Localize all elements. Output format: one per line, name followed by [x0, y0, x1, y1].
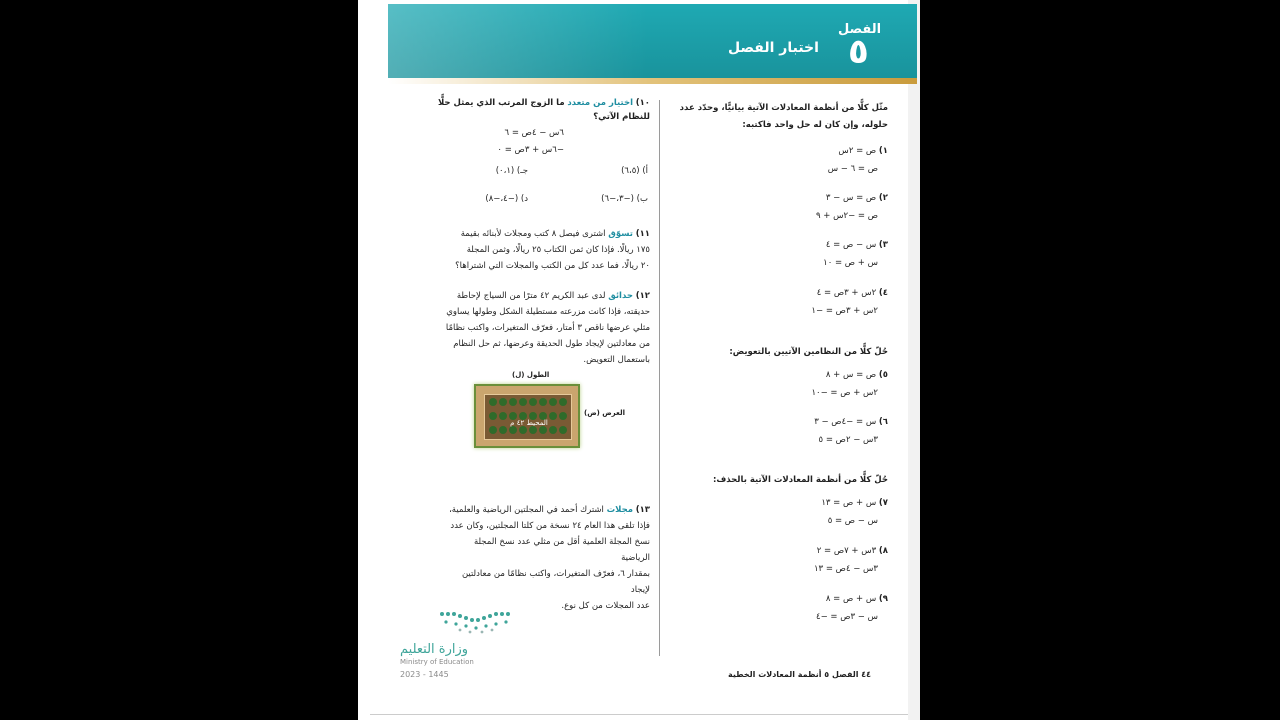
q12-line-4: من معادلتين لإيجاد طول الحديقة وعرضها، ثم حل النظام — [453, 339, 650, 349]
q3-number: ٣) — [878, 240, 888, 250]
ministry-logo-icon — [436, 608, 518, 636]
garden-shrub — [559, 426, 567, 434]
q13-tag: مجلات — [606, 505, 634, 515]
garden-length-label: الطول (ل) — [512, 371, 550, 379]
q12-block — [445, 288, 650, 368]
q10-tag: اختيار من متعدد — [567, 98, 634, 108]
q12-line-5: باستعمال التعويض. — [583, 355, 650, 365]
q12-line-1: ١٢) حدائق لدى عبد الكريم ٤٢ مترًا من السياج لإحاطة — [456, 291, 650, 301]
elimination-intro: حُلّ كلًّا من أنظمة المعادلات الآتية بالحذف: — [713, 475, 888, 485]
q11-block — [445, 226, 650, 274]
q7-number: ٧) — [878, 498, 888, 508]
intro-text: مثّل كلًّا من أنظمة المعادلات الآتية بيانيًّا، وحدّد عدد حلوله، وإن كان له حل واحد فاكتبه: — [679, 103, 888, 130]
page-bottom-line — [370, 714, 908, 715]
q4-eq2: ٢س + ٣ص = −١ — [811, 306, 878, 316]
edition-year: 2023 - 1445 — [400, 670, 449, 679]
ministry-name-arabic: وزارة التعليم — [400, 642, 469, 657]
q3-eq2: س + ص = ١٠ — [823, 258, 878, 268]
q5-eq1: ٥) ص = س + ٨ — [825, 370, 888, 380]
q6-eq1: ٦) س = −٤ص − ٣ — [814, 417, 888, 427]
q1-number: ١) — [878, 146, 888, 156]
q4-number: ٤) — [878, 288, 888, 298]
header-shine — [388, 4, 648, 78]
q8-eq2: ٣س − ٤ص = ١٣ — [813, 564, 878, 574]
q3-eq1: ٣) س − ص = ٤ — [825, 240, 888, 250]
q5-number: ٥) — [878, 370, 888, 380]
q5-eq2: ٢س + ص = −١٠ — [811, 388, 878, 398]
q12-number: ١٢) — [635, 291, 650, 301]
page-title: اختبار الفصل — [728, 40, 819, 56]
chapter-number: ٥ — [848, 32, 869, 72]
q10-eq1: ٦س − ٤ص = ٦ — [504, 128, 564, 138]
q10-number: ١٠) — [635, 98, 650, 108]
q8-eq1: ٨) ٣س + ٧ص = ٢ — [816, 546, 888, 556]
q9-eq2: س − ٣ص = −٤ — [816, 612, 878, 622]
garden-shrub — [559, 412, 567, 420]
q2-eq2: ص = −٢س + ٩ — [816, 211, 878, 221]
q7-eq2: س − ص = ٥ — [827, 516, 878, 526]
q10-text: ما الزوج المرتب الذي يمثل حلًّا للنظام الآتي؟ — [437, 98, 650, 122]
q6-eq2: ٣س − ٢ص = ٥ — [818, 435, 878, 445]
garden-shrub — [509, 398, 517, 406]
garden-shrub — [489, 398, 497, 406]
q1-eq1: ١) ص = ٢س — [838, 146, 888, 156]
q2-eq1: ٢) ص = س − ٣ — [825, 193, 888, 203]
garden-shrub — [549, 426, 557, 434]
chapter-word: الفصل — [838, 22, 882, 37]
garden-shrub — [519, 398, 527, 406]
q9-number: ٩) — [878, 594, 888, 604]
q12-line-3: مثلي عرضها ناقص ٣ أمتار، فعرّف المتغيرات، واكتب نظامًا — [445, 323, 650, 333]
substitution-intro: حُلّ كلًّا من النظامين الآتيين بالتعويض: — [729, 347, 888, 357]
garden-shrub — [529, 398, 537, 406]
q11-number: ١١) — [635, 229, 650, 239]
q4-eq1: ٤) ٢س + ٣ص = ٤ — [816, 288, 888, 298]
q13-line-5: عدد المجلات من كل نوع. — [561, 601, 650, 611]
q10-option-c: جـ) (٠،١) — [495, 166, 528, 176]
q12-line-2: حديقته، فإذا كانت مزرعته مستطيلة الشكل وطولها يساوي — [446, 307, 650, 317]
q11-tag: تسوّق — [608, 229, 634, 239]
q11-line-1: ١١) تسوّق اشترى فيصل ٨ كتب ومجلات لأبنائه بقيمة — [460, 229, 650, 239]
garden-shrub — [499, 426, 507, 434]
garden-shrub — [499, 412, 507, 420]
q13-line-2: فإذا تلقى هذا العام ٢٤ نسخة من كلتا المجلتين، وكان عدد — [450, 521, 650, 531]
q10-eq2: −٦س + ٣ص = ٠ — [497, 145, 564, 155]
garden-soil — [484, 394, 572, 440]
garden-shrub — [549, 398, 557, 406]
garden-shrub — [559, 398, 567, 406]
q13-block — [445, 502, 650, 614]
q10-prompt — [435, 96, 650, 124]
q10-option-b: ب) (−٣،−٦) — [601, 194, 648, 204]
q11-line-2: ١٧٥ ريالًا. فإذا كان ثمن الكتاب ٢٥ ريالًا، وثمن المجلة — [466, 245, 650, 255]
q11-line-3: ٢٠ ريالًا، فما عدد كل من الكتب والمجلات التي اشتراها؟ — [455, 261, 650, 271]
q13-line-4: بمقدار ٦، فعرّف المتغيرات، واكتب نظامًا من معادلتين لإيجاد — [461, 569, 650, 595]
garden-shrub — [539, 426, 547, 434]
garden-shrub — [529, 426, 537, 434]
q9-eq1: ٩) س + ص = ٨ — [825, 594, 888, 604]
q12-tag: حدائق — [608, 291, 634, 301]
garden-perimeter-label: المحيط ٤٢ م — [510, 419, 548, 427]
garden-shrub — [499, 398, 507, 406]
q2-number: ٢) — [878, 193, 888, 203]
q10-option-a: أ) (٦،٥) — [621, 166, 648, 176]
garden-shrub — [489, 412, 497, 420]
header-gold-stripe — [388, 78, 917, 84]
garden-shrub — [519, 426, 527, 434]
garden-width-label: العرض (ض) — [584, 409, 626, 417]
q10-option-d: د) (−٤،−٨) — [485, 194, 528, 204]
ministry-name-english: Ministry of Education — [400, 658, 474, 666]
q8-number: ٨) — [878, 546, 888, 556]
page-edge — [908, 0, 920, 720]
q7-eq1: ٧) س + ص = ١٣ — [821, 498, 888, 508]
q13-number: ١٣) — [635, 505, 650, 515]
garden-shrub — [509, 426, 517, 434]
q13-line-3: نسخ المجلة العلمية أقل من مثلي عدد نسخ المجلة الرياضية — [473, 537, 650, 563]
q6-number: ٦) — [878, 417, 888, 427]
page-footer: ٤٤ الفصل ٥ أنظمة المعادلات الخطية — [728, 670, 872, 679]
garden-shrub — [549, 412, 557, 420]
column-divider — [659, 100, 660, 656]
garden-shrub — [539, 398, 547, 406]
garden-shrub — [489, 426, 497, 434]
garden-illustration — [474, 384, 580, 448]
q1-eq2: ص = ٦ − س — [827, 164, 878, 174]
q13-line-1: ١٣) مجلات اشترك أحمد في المجلتين الرياضية والعلمية، — [449, 505, 650, 515]
